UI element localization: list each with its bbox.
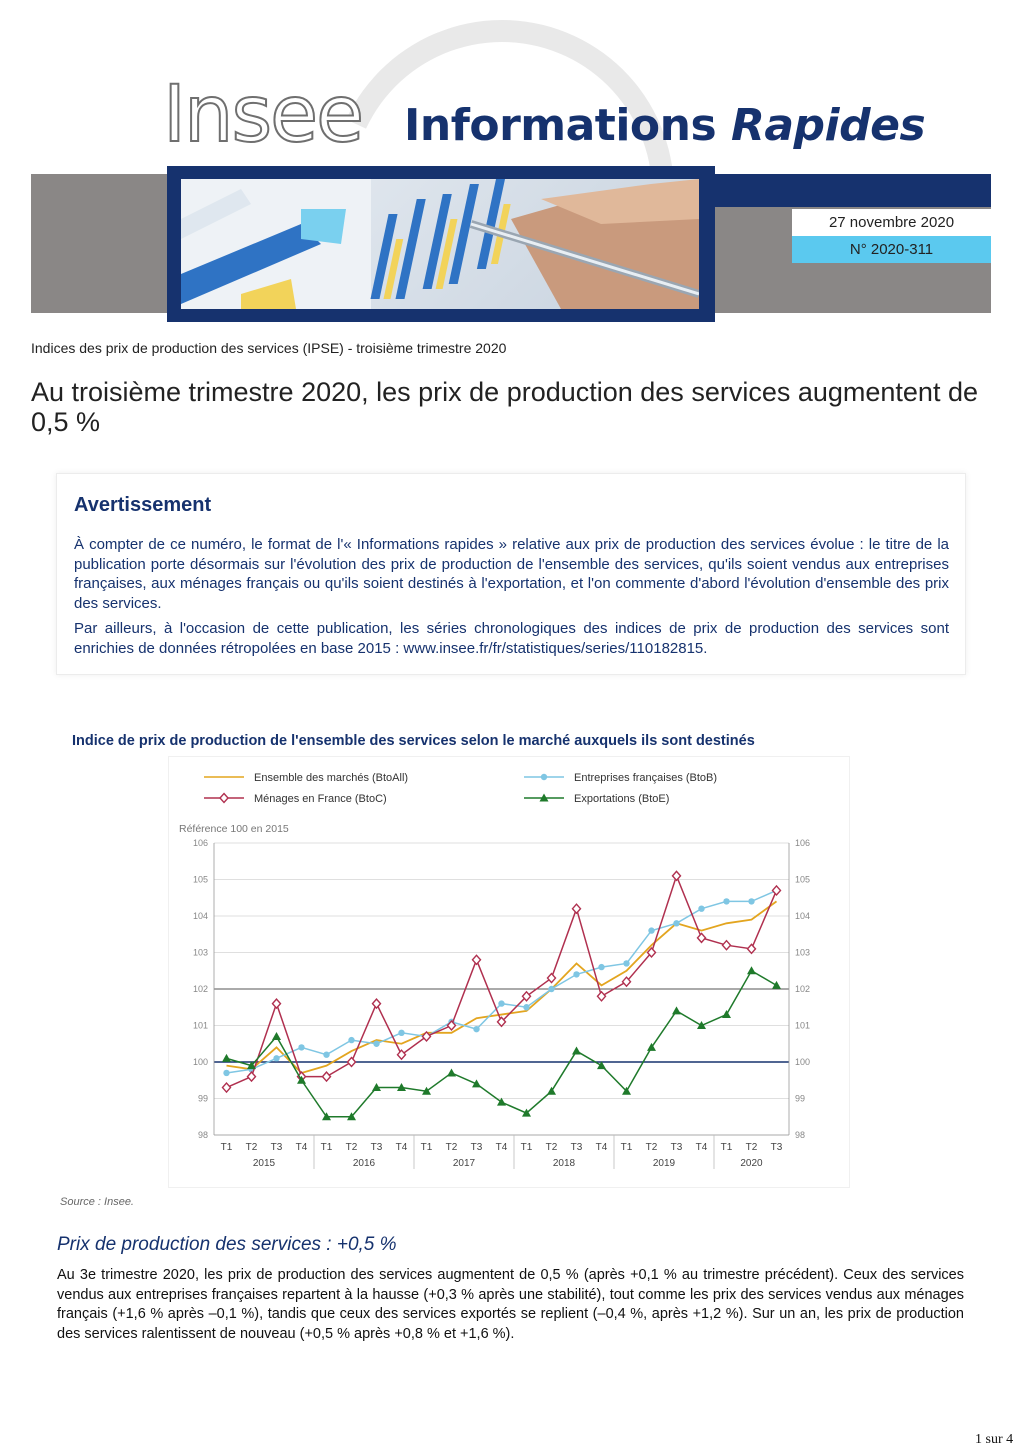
point-marker (541, 774, 547, 780)
ytick-right: 102 (795, 984, 811, 994)
point-marker (473, 955, 481, 964)
ytick-right: 101 (795, 1020, 811, 1031)
ytick-left: 100 (192, 1057, 208, 1067)
point-marker (398, 1050, 406, 1059)
point-marker (748, 944, 756, 953)
publication-subtitle: Indices des prix de production des services (IPSE) - troisième trimestre 2020 (31, 340, 507, 356)
chart-xticks (221, 1135, 783, 1169)
point-marker (548, 974, 556, 983)
legend-entry (524, 793, 669, 805)
point-marker (572, 1047, 581, 1055)
point-marker (473, 1026, 479, 1032)
page-number: 1 sur 4 (975, 1432, 1014, 1447)
point-marker (748, 898, 754, 904)
xtick-quarter: T2 (445, 1142, 458, 1153)
point-marker (447, 1068, 456, 1076)
point-marker (248, 1072, 256, 1081)
point-marker (223, 1070, 229, 1076)
ytick-left: 104 (192, 911, 208, 921)
series-0 (227, 901, 777, 1073)
point-marker (697, 1021, 706, 1029)
xtick-quarter: T1 (720, 1142, 733, 1153)
point-marker (773, 886, 781, 895)
xtick-year: 2017 (452, 1158, 476, 1169)
point-marker (747, 966, 756, 974)
point-marker (223, 1083, 231, 1092)
xtick-year: 2015 (252, 1158, 276, 1169)
series-line (227, 971, 777, 1117)
point-marker (348, 1058, 356, 1067)
legend-label: Entreprises françaises (BtoB) (574, 772, 718, 784)
point-marker (273, 999, 281, 1008)
insee-logo: Insee (163, 70, 363, 160)
xtick-quarter: T3 (370, 1142, 383, 1153)
point-marker (722, 1010, 731, 1018)
point-marker (723, 941, 731, 950)
xtick-quarter: T3 (470, 1142, 483, 1153)
point-marker (672, 1006, 681, 1014)
series-1 (223, 887, 779, 1076)
xtick-quarter: T4 (495, 1142, 508, 1153)
ytick-left: 101 (192, 1020, 208, 1031)
xtick-quarter: T3 (670, 1142, 683, 1153)
point-marker (298, 1044, 304, 1050)
legend-label: Ménages en France (BtoC) (254, 793, 387, 805)
point-marker (222, 1054, 231, 1062)
xtick-quarter: T4 (295, 1142, 308, 1153)
point-marker (573, 904, 581, 913)
point-marker (472, 1079, 481, 1087)
point-marker (220, 794, 228, 803)
point-marker (398, 1030, 404, 1036)
point-marker (273, 1055, 279, 1061)
point-marker (723, 898, 729, 904)
ytick-right: 100 (795, 1057, 811, 1067)
point-marker (598, 992, 606, 1001)
brand-italic: Rapides (730, 100, 926, 151)
xtick-quarter: T1 (420, 1142, 433, 1153)
ytick-right: 105 (795, 874, 811, 885)
legend-entry (524, 772, 717, 784)
xtick-quarter: T2 (745, 1142, 758, 1153)
header-blue-band (715, 174, 991, 207)
xtick-quarter: T3 (270, 1142, 283, 1153)
ytick-right: 98 (795, 1130, 806, 1140)
header-photo-image (181, 179, 699, 309)
point-marker (348, 1037, 354, 1043)
ytick-right: 104 (795, 911, 811, 921)
series-2 (223, 871, 781, 1092)
ytick-left: 105 (192, 874, 208, 885)
xtick-quarter: T3 (570, 1142, 583, 1153)
ytick-right: 99 (795, 1093, 806, 1104)
chart-grid (214, 843, 789, 1135)
point-marker (673, 920, 679, 926)
legend-label: Ensemble des marchés (BtoAll) (254, 772, 409, 784)
xtick-quarter: T1 (220, 1142, 233, 1153)
body-paragraph: Au 3e trimestre 2020, les prix de production des services augmentent de 0,5 % (après +0,1 % au trimestre précédent). Ceux des services vendus aux entreprises françaises repartent à la hausse (+0,3 % après une stabilité), tout comme les prix des services vendus aux ménages français (+1,6 % après –0,1 %), tandis que ceux des services exportés se replient (–0,4 %, après +1,2 %). Sur un an, les prix de production des services ralentissent de nouveau (+0,5 % après +0,8 % et +1,6 %). (57, 1267, 964, 1342)
point-marker (272, 1032, 281, 1040)
warning-box (56, 473, 966, 675)
section-title: Prix de production des services : +0,5 % (57, 1234, 397, 1255)
xtick-quarter: T4 (595, 1142, 608, 1153)
ytick-left: 102 (192, 984, 208, 994)
publication-brand (404, 100, 926, 151)
xtick-quarter: T1 (620, 1142, 633, 1153)
xtick-quarter: T1 (520, 1142, 533, 1153)
point-marker (373, 1041, 379, 1047)
point-marker (698, 933, 706, 942)
ytick-left: 99 (197, 1093, 208, 1104)
point-marker (673, 871, 681, 880)
warning-paragraph-1: À compter de ce numéro, le format de l'« Informations rapides » relative aux prix de production des services évolue : le titre de la publication porte désormais sur l'évolution des prix de production de l'ensemble des services, qu'ils soient vendus aux entreprises françaises, aux ménages français ou qu'ils soient destinés à l'exportation, et l'on commente d'abord l'évolution d'ensemble des prix des services. (74, 536, 949, 612)
xtick-quarter: T1 (320, 1142, 333, 1153)
price-index-chart (169, 757, 849, 1187)
ytick-right: 106 (795, 838, 811, 848)
point-marker (523, 1004, 529, 1010)
warning-heading: Avertissement (74, 494, 212, 516)
point-marker (772, 981, 781, 989)
point-marker (548, 986, 554, 992)
chart-frame (168, 756, 850, 1188)
xtick-year: 2019 (652, 1158, 676, 1169)
legend-entry (204, 793, 387, 805)
series-line (227, 876, 777, 1088)
warning-paragraph-2: Par ailleurs, à l'occasion de cette publication, les séries chronologiques des indices de prix de production des services sont enrichies de données rétropolées en base 2015 : www.insee.fr/fr/statistiques/series/110182815. (74, 620, 949, 657)
ytick-left: 103 (192, 947, 208, 958)
point-marker (323, 1072, 331, 1081)
xtick-quarter: T2 (545, 1142, 558, 1153)
publication-number: N° 2020-311 (792, 236, 991, 263)
header-photo (167, 166, 715, 322)
xtick-quarter: T2 (645, 1142, 658, 1153)
point-marker (648, 927, 654, 933)
chart-series (222, 871, 781, 1120)
xtick-quarter: T3 (770, 1142, 783, 1153)
legend-entry (204, 772, 408, 784)
xtick-quarter: T4 (695, 1142, 708, 1153)
point-marker (373, 999, 381, 1008)
chart-ylabel: Référence 100 en 2015 (179, 823, 289, 835)
chart-title: Indice de prix de production de l'ensemble des services selon le marché auxquels ils sont destinés (72, 733, 755, 749)
point-marker (547, 1087, 556, 1095)
xtick-year: 2020 (740, 1158, 763, 1169)
chart-legend (204, 772, 717, 805)
ytick-left: 106 (192, 838, 208, 848)
point-marker (498, 1000, 504, 1006)
xtick-quarter: T2 (345, 1142, 358, 1153)
series-line (227, 901, 777, 1073)
brand-main: Informations (404, 100, 731, 151)
publication-date: 27 novembre 2020 (792, 209, 991, 236)
xtick-quarter: T4 (395, 1142, 408, 1153)
point-marker (698, 906, 704, 912)
xtick-quarter: T2 (245, 1142, 258, 1153)
xtick-year: 2018 (552, 1158, 576, 1169)
chart-source: Source : Insee. (60, 1196, 134, 1208)
ytick-left: 98 (197, 1130, 208, 1140)
ytick-right: 103 (795, 947, 811, 958)
point-marker (598, 964, 604, 970)
point-marker (323, 1052, 329, 1058)
xtick-year: 2016 (352, 1158, 376, 1169)
page-title: Au troisième trimestre 2020, les prix de production des services augmentent de 0,5 % (31, 377, 978, 437)
chart-photo-illustration (181, 179, 699, 309)
point-marker (623, 960, 629, 966)
point-marker (573, 971, 579, 977)
legend-label: Exportations (BtoE) (574, 793, 670, 805)
